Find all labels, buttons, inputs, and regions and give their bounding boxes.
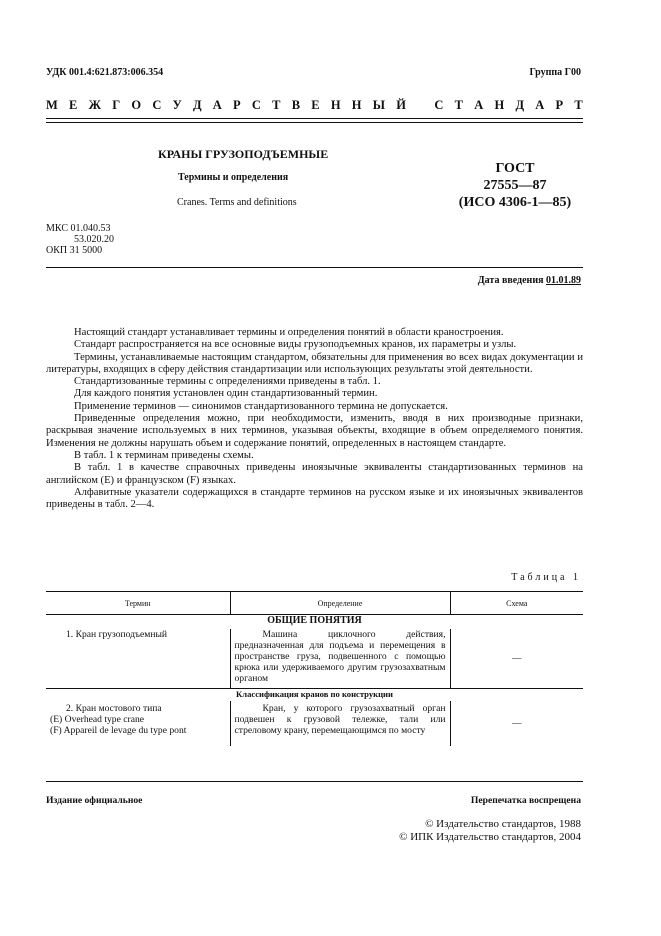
section-row bbox=[46, 615, 583, 630]
term-overhead-crane-en: (E) Overhead type crane bbox=[50, 714, 145, 725]
gost-label: ГОСТ bbox=[495, 161, 535, 176]
copyright-block bbox=[399, 818, 581, 843]
header-definition: Определение bbox=[230, 592, 450, 615]
banner-letter: С bbox=[251, 98, 261, 112]
interstate-standard-banner bbox=[46, 98, 583, 113]
banner-letter: Й bbox=[396, 98, 406, 112]
banner-letter: Р bbox=[233, 98, 241, 112]
definition-crane: Машина циклочного действия, предназначенная для подъема и перемещения в пространстве груза, подвешенного с помощью крюка или удерживаемого другим грузозахватным органом bbox=[234, 629, 446, 684]
table-header-row bbox=[46, 592, 583, 615]
banner-letter: А bbox=[474, 98, 484, 112]
banner-letter: Д bbox=[192, 98, 202, 112]
paragraph: Термины, устанавливаемые настоящим стандартом, обязательны для применения во всех видах документации и литературы, входящих в сферу действия стандартизации или использующих результаты этой деятельности. bbox=[46, 351, 583, 375]
banner-letter: Р bbox=[555, 98, 564, 112]
term-cell bbox=[46, 629, 230, 689]
udk-code: УДК 001.4:621.873:006.354 bbox=[46, 67, 164, 78]
banner-letter: Д bbox=[515, 98, 525, 112]
definition-cell bbox=[230, 629, 450, 689]
banner-letter: Т bbox=[454, 98, 464, 112]
banner-letter: Н bbox=[330, 98, 341, 112]
term-overhead-crane-fr: (F) Appareil de levage du type pont bbox=[50, 725, 187, 736]
official-edition-note: Издание официальное bbox=[46, 795, 143, 806]
banner-letter: Ж bbox=[88, 98, 101, 112]
effective-date-label: Дата введения bbox=[477, 275, 544, 286]
banner-letter: С bbox=[434, 98, 444, 112]
mks-code: МКС 01.040.53 bbox=[46, 223, 111, 234]
paragraph: Стандартизованные термины с определениями приведены в табл. 1. bbox=[74, 376, 381, 388]
effective-date bbox=[478, 275, 581, 286]
terms-table bbox=[46, 591, 583, 746]
banner-letter: А bbox=[212, 98, 222, 112]
header-term: Термин bbox=[46, 592, 230, 615]
english-title: Cranes. Terms and definitions bbox=[177, 197, 297, 208]
banner-letter: Г bbox=[112, 98, 121, 112]
banner-gap bbox=[417, 98, 423, 113]
paragraph: Алфавитные указатели содержащихся в стандарте терминов на русском языке и их иноязычных эквивалентов приведены в табл. 2—4. bbox=[46, 486, 583, 511]
okp-code: ОКП 31 5000 bbox=[46, 245, 103, 256]
paragraph: Применение терминов — синонимов стандартизованного термина не допускается. bbox=[74, 400, 448, 412]
paragraph: Настоящий стандарт устанавливает термины и определения понятий в области краностроения. bbox=[74, 327, 504, 338]
section-row bbox=[46, 689, 583, 702]
scheme-cell: — bbox=[511, 718, 522, 729]
banner-letter: С bbox=[152, 98, 162, 112]
group-code: Группа Г00 bbox=[529, 67, 581, 78]
copyright-1988: © Издательство стандартов, 1988 bbox=[425, 818, 581, 830]
scheme-cell: — bbox=[511, 653, 522, 664]
introduction-text bbox=[46, 327, 583, 511]
banner-letter: М bbox=[46, 98, 58, 112]
table-caption: Таблица 1 bbox=[511, 572, 581, 583]
banner-letter: У bbox=[172, 98, 182, 112]
banner-letter: Т bbox=[272, 98, 281, 112]
mks-code-2: 53.020.20 bbox=[74, 234, 114, 245]
date-rule bbox=[46, 267, 583, 268]
banner-letter: Н bbox=[351, 98, 362, 112]
banner-letter: Ы bbox=[372, 98, 386, 112]
effective-date-value: 01.01.89 bbox=[546, 275, 581, 286]
gost-number: 27555—87 bbox=[483, 178, 547, 193]
paragraph: В табл. 1 к терминам приведены схемы. bbox=[74, 449, 254, 461]
table-row bbox=[46, 629, 583, 689]
term-overhead-crane: 2. Кран мостового типа bbox=[66, 703, 162, 714]
definition-cell bbox=[230, 701, 450, 746]
classification-codes bbox=[46, 223, 114, 256]
header-rule-thick bbox=[46, 118, 583, 119]
reprint-notice: Перепечатка воспрещена bbox=[470, 795, 581, 806]
copyright-2004: © ИПК Издательство стандартов, 2004 bbox=[399, 830, 581, 843]
banner-letter: Т bbox=[574, 98, 583, 112]
banner-letter: Е bbox=[311, 98, 320, 112]
paragraph: Для каждого понятия установлен один стандартизованный термин. bbox=[74, 388, 378, 400]
header-rule-thin bbox=[46, 122, 583, 123]
paragraph: Стандарт распространяется на все основные виды грузоподъемных кранов, их параметры и узлы. bbox=[74, 339, 517, 351]
document-title: КРАНЫ ГРУЗОПОДЪЕМНЫЕ bbox=[158, 147, 329, 161]
section-classification: Классификация кранов по конструкции bbox=[46, 689, 583, 702]
iso-number: (ИСО 4306-1—85) bbox=[458, 195, 572, 210]
banner-letter: Е bbox=[69, 98, 78, 112]
paragraph: Приведенные определения можно, при необходимости, изменить, вводя в них производные признаки, раскрывая значение используемых в них терминов, указывая объекты, входящие в объем определяемого понятия. Изменения не должны нарушать объем и содержание понятий, определенных в настоящем стандарте. bbox=[46, 413, 583, 449]
definition-overhead-crane: Кран, у которого грузозахватный орган подвешен к грузовой тележке, тали или стреловому крану, перемещающимся по мосту bbox=[234, 703, 446, 736]
term-crane: 1. Кран грузоподъемный bbox=[66, 629, 168, 640]
document-subtitle: Термины и определения bbox=[178, 172, 289, 183]
header-scheme: Схема bbox=[450, 592, 583, 615]
paragraph: В табл. 1 в качестве справочных приведены иноязычные эквиваленты стандартизованных терминов на английском (E) и французском (F) языках. bbox=[46, 462, 583, 486]
term-cell bbox=[46, 701, 230, 746]
section-general: ОБЩИЕ ПОНЯТИЯ bbox=[267, 615, 362, 626]
table-row bbox=[46, 701, 583, 746]
banner-letter: В bbox=[291, 98, 301, 112]
banner-letter: Н bbox=[494, 98, 505, 112]
gost-designation bbox=[450, 160, 580, 211]
banner-letter: О bbox=[131, 98, 142, 112]
banner-letter: А bbox=[535, 98, 545, 112]
footer-rule bbox=[46, 781, 583, 782]
